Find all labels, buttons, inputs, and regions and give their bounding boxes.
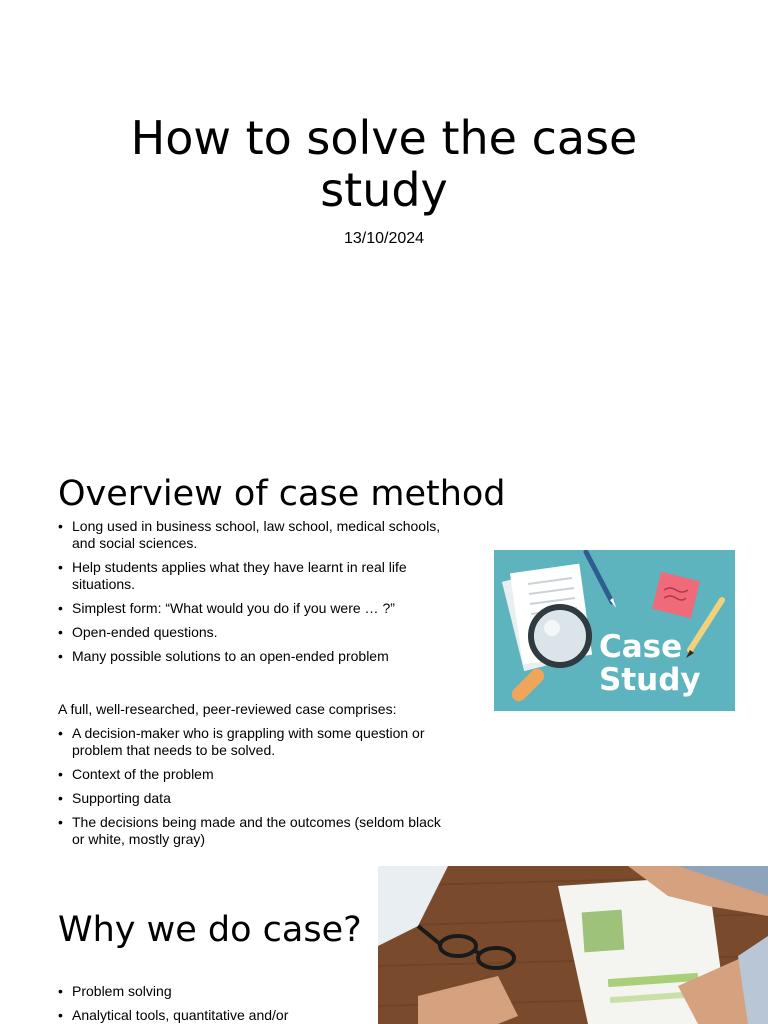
case-word: Case [599, 629, 683, 665]
slide-title: How to solve the case study [130, 111, 638, 217]
study-word: Study [599, 662, 701, 698]
list-item: • Analytical tools, quantitative and/or [58, 1007, 453, 1024]
list-item: • The decisions being made and the outcomes (seldom black or white, mostly gray) [58, 814, 453, 848]
list-item: • Many possible solutions to an open-ended problem [58, 648, 453, 665]
why-bullet-list [58, 983, 453, 1024]
list-item: • Context of the problem [58, 766, 453, 783]
case-study-illustration [494, 550, 735, 711]
why-heading: Why we do case? [58, 910, 362, 950]
pen-icon [586, 552, 616, 608]
list-item: • Simplest form: “What would you do if you were … ?” [58, 600, 453, 617]
case-components-intro: A full, well-researched, peer-reviewed case comprises: [58, 701, 397, 717]
sticky-note-icon [652, 572, 700, 619]
list-item: • Supporting data [58, 790, 453, 807]
overview-heading: Overview of case method [58, 474, 506, 514]
list-item: • A decision-maker who is grappling with some question or problem that needs to be solved. [58, 725, 453, 759]
list-item: • Open-ended questions. [58, 624, 453, 641]
case-components-list [58, 725, 453, 855]
list-item: • Problem solving [58, 983, 453, 1000]
list-item: • Help students applies what they have learnt in real life situations. [58, 559, 453, 593]
overview-bullet-list [58, 518, 453, 672]
slide-date: 13/10/2024 [343, 230, 425, 247]
list-item: • Long used in business school, law school, medical schools, and social sciences. [58, 518, 453, 552]
